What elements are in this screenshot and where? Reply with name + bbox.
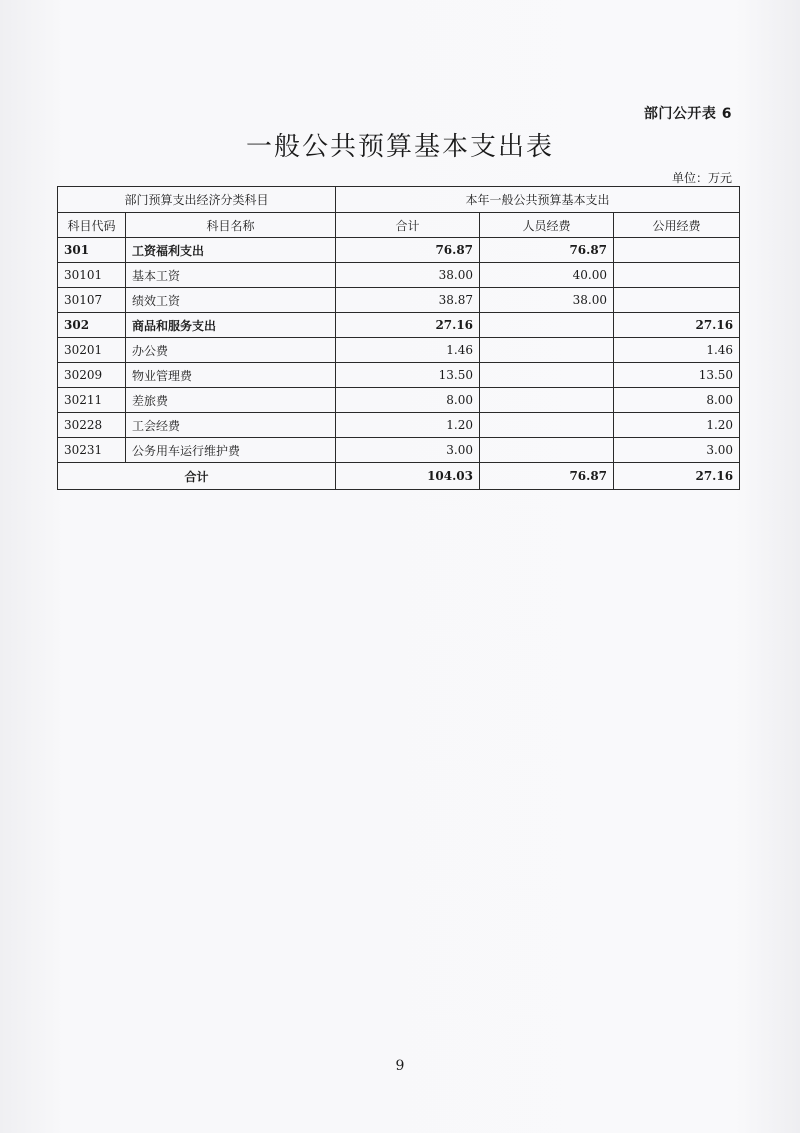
budget-table: [57, 186, 740, 490]
row-public: 3.00: [614, 438, 740, 463]
row-code: 30101: [58, 263, 126, 288]
row-public: [614, 263, 740, 288]
table-row: [58, 313, 740, 338]
group-header-left: 部门预算支出经济分类科目: [58, 187, 336, 213]
table-row: [58, 238, 740, 263]
column-header-public: 公用经费: [614, 213, 740, 238]
table-row: [58, 263, 740, 288]
row-public: 1.46: [614, 338, 740, 363]
row-personnel: [480, 363, 614, 388]
column-header-total: 合计: [336, 213, 480, 238]
header-column-row: [58, 213, 740, 238]
column-header-code: 科目代码: [58, 213, 126, 238]
row-total: 27.16: [336, 313, 480, 338]
row-personnel: [480, 413, 614, 438]
table-row: [58, 338, 740, 363]
row-public: [614, 238, 740, 263]
row-public: 8.00: [614, 388, 740, 413]
page-number: 9: [395, 1058, 405, 1074]
row-personnel: 40.00: [480, 263, 614, 288]
row-personnel: 76.87: [480, 238, 614, 263]
row-public: 13.50: [614, 363, 740, 388]
row-name: 工会经费: [126, 413, 336, 438]
table-row: [58, 388, 740, 413]
row-code: 30209: [58, 363, 126, 388]
row-code: 30211: [58, 388, 126, 413]
row-personnel: 38.00: [480, 288, 614, 313]
row-name: 差旅费: [126, 388, 336, 413]
row-total: 8.00: [336, 388, 480, 413]
total-sum: 104.03: [336, 463, 480, 490]
table-row: [58, 438, 740, 463]
row-personnel: [480, 388, 614, 413]
row-total: 76.87: [336, 238, 480, 263]
row-name: 工资福利支出: [126, 238, 336, 263]
row-name: 绩效工资: [126, 288, 336, 313]
unit-label: 单位：万元: [671, 171, 732, 185]
row-code: 302: [58, 313, 126, 338]
page-title: 一般公共预算基本支出表: [245, 132, 554, 162]
row-name: 商品和服务支出: [126, 313, 336, 338]
table-total-row: [58, 463, 740, 490]
row-code: 30228: [58, 413, 126, 438]
total-public: 27.16: [614, 463, 740, 490]
table-row: [58, 413, 740, 438]
row-name: 物业管理费: [126, 363, 336, 388]
row-name: 基本工资: [126, 263, 336, 288]
row-personnel: [480, 438, 614, 463]
table-row: [58, 363, 740, 388]
row-public: 1.20: [614, 413, 740, 438]
row-personnel: [480, 313, 614, 338]
row-personnel: [480, 338, 614, 363]
group-header-right: 本年一般公共预算基本支出: [336, 187, 740, 213]
row-public: [614, 288, 740, 313]
row-name: 办公费: [126, 338, 336, 363]
row-total: 3.00: [336, 438, 480, 463]
row-public: 27.16: [614, 313, 740, 338]
header-group-row: [58, 187, 740, 213]
row-code: 30201: [58, 338, 126, 363]
total-personnel: 76.87: [480, 463, 614, 490]
row-code: 30107: [58, 288, 126, 313]
column-header-personnel: 人员经费: [480, 213, 614, 238]
row-code: 301: [58, 238, 126, 263]
total-label: 合计: [58, 463, 336, 490]
row-total: 1.46: [336, 338, 480, 363]
row-name: 公务用车运行维护费: [126, 438, 336, 463]
row-total: 1.20: [336, 413, 480, 438]
table-row: [58, 288, 740, 313]
table-number: 部门公开表 6: [643, 106, 732, 122]
column-header-name: 科目名称: [126, 213, 336, 238]
row-total: 13.50: [336, 363, 480, 388]
row-code: 30231: [58, 438, 126, 463]
row-total: 38.00: [336, 263, 480, 288]
row-total: 38.87: [336, 288, 480, 313]
